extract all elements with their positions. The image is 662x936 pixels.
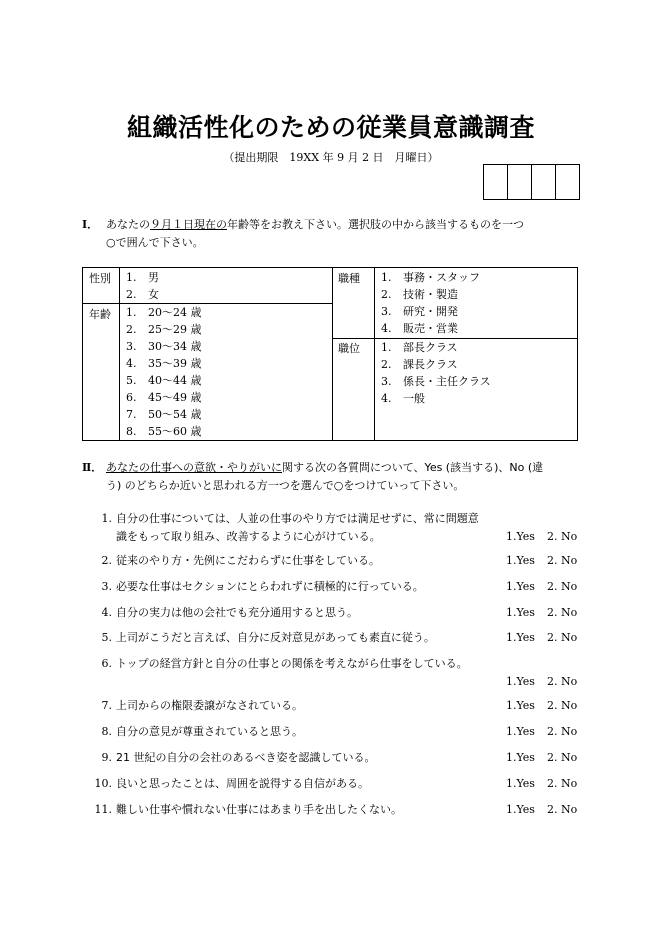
yes-option[interactable]: 1.Yes	[506, 554, 535, 567]
position-label: 職位	[338, 342, 360, 355]
age-option[interactable]: 8. 55～60 歳	[126, 425, 202, 438]
question-number: 8.	[101, 725, 112, 738]
question-number: 4.	[101, 606, 112, 619]
no-option[interactable]: 2. No	[546, 699, 578, 712]
age-option[interactable]: 1. 20～24 歳	[126, 306, 202, 319]
answer-choices	[506, 723, 577, 741]
question-text: トップの経営方針と自分の仕事との関係を考えながら仕事をしている。	[116, 657, 468, 670]
survey-title: 組織活性化のための従業員意識調査	[126, 113, 535, 142]
job-type-label: 職種	[338, 272, 360, 285]
yes-option[interactable]: 1.Yes	[506, 530, 535, 543]
age-options	[126, 304, 202, 440]
question-number: 1.	[101, 512, 112, 525]
yes-option[interactable]: 1.Yes	[506, 725, 535, 738]
no-option[interactable]: 2. No	[546, 554, 578, 567]
section-2-underlined: あなたの仕事への意欲・やりがいに	[106, 461, 282, 474]
age-option[interactable]: 3. 30～34 歳	[126, 340, 202, 353]
section-2-text-line2: う) のどちらか近いと思われる方一つを選んで○をつけていって下さい。	[106, 479, 465, 492]
age-option[interactable]: 2. 25～29 歳	[126, 323, 202, 336]
no-option[interactable]: 2. No	[546, 631, 578, 644]
job-type-option[interactable]: 1. 事務・スタッフ	[381, 271, 480, 284]
question-text: 良いと思ったことは、周囲を説得する自信がある。	[116, 777, 369, 790]
yes-option[interactable]: 1.Yes	[506, 606, 535, 619]
section-1-text-pre: あなたの	[106, 218, 150, 231]
no-option[interactable]: 2. No	[546, 606, 578, 619]
no-option[interactable]: 2. No	[546, 751, 578, 764]
question-text: 難しい仕事や慣れない仕事にはあまり手を出したくない。	[116, 803, 402, 816]
question-text: 21 世紀の自分の会社のあるべき姿を認識している。	[116, 751, 376, 764]
id-box[interactable]	[507, 164, 532, 200]
age-option[interactable]: 4. 35～39 歳	[126, 357, 202, 370]
question-number: 2.	[101, 554, 112, 567]
question-text: 上司からの権限委譲がなされている。	[116, 699, 303, 712]
yes-option[interactable]: 1.Yes	[506, 777, 535, 790]
answer-choices	[506, 801, 577, 819]
age-label: 年齢	[89, 308, 111, 321]
section-1-text-post: 年齢等をお教え下さい。選択肢の中から該当するものを一つ	[227, 218, 524, 231]
section-2-number: Ⅱ．	[82, 461, 103, 474]
id-box[interactable]	[555, 164, 580, 200]
no-option[interactable]: 2. No	[546, 580, 578, 593]
section-2-instructions	[82, 459, 580, 495]
section-1-text-line2: ○で囲んで下さい。	[106, 236, 204, 249]
question-1	[92, 510, 582, 546]
question-number: 9.	[101, 751, 112, 764]
age-option[interactable]: 5. 40～44 歳	[126, 374, 202, 387]
question-number: 10.	[94, 777, 112, 790]
no-option[interactable]: 2. No	[546, 530, 578, 543]
section-1-number: Ⅰ．	[82, 218, 99, 231]
section-1-instructions	[82, 216, 580, 252]
yes-option[interactable]: 1.Yes	[506, 699, 535, 712]
no-option[interactable]: 2. No	[546, 803, 578, 816]
question-text: 従来のやり方・先例にこだわらずに仕事をしている。	[116, 554, 380, 567]
answer-choices	[506, 749, 577, 767]
age-option[interactable]: 7. 50～54 歳	[126, 408, 202, 421]
section-1-underlined: ９月１日現在の	[150, 218, 227, 231]
question-text: 必要な仕事はセクションにとらわれずに積極的に行っている。	[116, 580, 424, 593]
no-option[interactable]: 2. No	[546, 777, 578, 790]
answer-choices	[506, 673, 577, 691]
sex-option[interactable]: 2. 女	[126, 288, 159, 301]
sex-label: 性別	[89, 272, 111, 285]
question-text: 自分の実力は他の会社でも充分通用すると思う。	[116, 606, 358, 619]
no-option[interactable]: 2. No	[546, 725, 578, 738]
answer-choices	[506, 697, 577, 715]
job-type-options	[381, 269, 480, 337]
yes-option[interactable]: 1.Yes	[506, 580, 535, 593]
id-box[interactable]	[483, 164, 508, 200]
question-number: 6.	[101, 657, 112, 670]
job-type-option[interactable]: 2. 技術・製造	[381, 288, 458, 301]
answer-choices	[506, 552, 577, 570]
position-options	[381, 339, 491, 407]
yes-option[interactable]: 1.Yes	[506, 803, 535, 816]
answer-choices	[506, 578, 577, 596]
yes-option[interactable]: 1.Yes	[506, 751, 535, 764]
sex-options	[126, 269, 159, 303]
no-option[interactable]: 2. No	[546, 675, 578, 688]
position-option[interactable]: 3. 係長・主任クラス	[381, 375, 491, 388]
answer-choices	[506, 629, 577, 647]
id-box[interactable]	[531, 164, 556, 200]
age-option[interactable]: 6. 45～49 歳	[126, 391, 202, 404]
yes-option[interactable]: 1.Yes	[506, 631, 535, 644]
deadline-subtitle: （提出期限 19XX 年 9 月 2 日 月曜日）	[223, 151, 439, 164]
question-number: 11.	[94, 803, 112, 816]
profile-table	[82, 267, 578, 441]
position-option[interactable]: 4. 一般	[381, 392, 425, 405]
section-2-text-post: 関する次の各質問について、Yes (該当する)、No (違	[282, 461, 544, 474]
question-text: 上司がこうだと言えば、自分に反対意見があっても素直に従う。	[116, 631, 435, 644]
answer-choices	[506, 528, 577, 546]
answer-choices	[506, 604, 577, 622]
question-number: 5.	[101, 631, 112, 644]
question-text: 自分の仕事については、人並の仕事のやり方では満足せずに、常に問題意識をもって取り組み、改善するように心がけている。	[116, 512, 479, 543]
job-type-option[interactable]: 4. 販売・営業	[381, 322, 458, 335]
question-6	[92, 655, 582, 691]
question-number: 7.	[101, 699, 112, 712]
question-number: 3.	[101, 580, 112, 593]
id-entry-boxes[interactable]	[484, 164, 580, 200]
yes-option[interactable]: 1.Yes	[506, 675, 535, 688]
sex-option[interactable]: 1. 男	[126, 271, 159, 284]
job-type-option[interactable]: 3. 研究・開発	[381, 305, 458, 318]
answer-choices	[506, 775, 577, 793]
position-option[interactable]: 1. 部長クラス	[381, 341, 458, 354]
question-text: 自分の意見が尊重されていると思う。	[116, 725, 303, 738]
position-option[interactable]: 2. 課長クラス	[381, 358, 458, 371]
